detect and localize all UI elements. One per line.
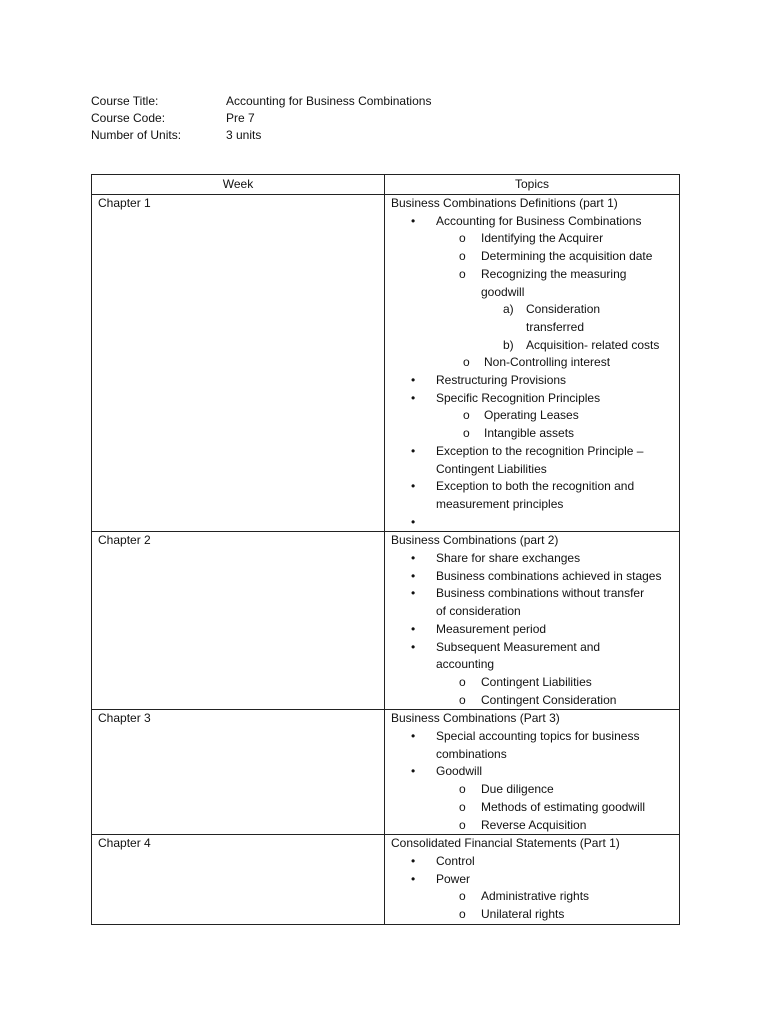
list-item-text: Business combinations achieved in stages	[436, 568, 662, 583]
bullet-icon: •	[411, 854, 416, 868]
list-item-text: Specific Recognition Principles	[436, 390, 601, 405]
list-item	[391, 585, 673, 603]
list-item	[391, 621, 673, 639]
lettered-item-continuation: transferred	[526, 319, 585, 334]
list-item-text: Accounting for Business Combinations	[436, 213, 642, 228]
course-units-value: 3 units	[226, 128, 262, 142]
syllabus-table	[91, 174, 680, 925]
list-item-text: Restructuring Provisions	[436, 373, 567, 388]
list-item	[391, 443, 673, 461]
circle-bullet-icon: o	[463, 408, 470, 423]
sub-list-item-text: Contingent Liabilities	[481, 674, 592, 689]
list-item-continuation: Contingent Liabilities	[436, 461, 547, 476]
bullet-icon: •	[411, 479, 416, 494]
bullet-icon: •	[411, 621, 416, 636]
list-item	[391, 853, 673, 871]
circle-bullet-icon: o	[459, 674, 466, 689]
sub-list-item-text: Determining the acquisition date	[481, 249, 653, 264]
table-row	[92, 195, 680, 532]
topics-cell	[385, 710, 680, 835]
sub-list-item-text: Administrative rights	[481, 889, 590, 904]
bullet-icon: •	[411, 390, 416, 405]
table-row	[92, 710, 680, 835]
bullet-icon: •	[411, 551, 416, 566]
circle-bullet-icon: o	[459, 907, 466, 922]
list-item	[391, 871, 673, 889]
topic-heading: Business Combinations Definitions (part 1)	[391, 196, 618, 210]
list-item-text: Subsequent Measurement and	[436, 639, 601, 654]
sub-list-item	[391, 425, 673, 443]
sub-list-item	[391, 354, 673, 372]
week-label: Chapter 1	[98, 196, 151, 210]
letter-marker: b)	[503, 337, 514, 352]
week-cell	[92, 532, 385, 710]
sub-list-item	[391, 230, 673, 248]
course-title-row	[91, 93, 431, 110]
week-cell	[92, 835, 385, 925]
sub-list-item	[391, 407, 673, 425]
sub-list-item-text: Intangible assets	[484, 426, 575, 441]
list-item	[391, 478, 673, 496]
list-item	[391, 763, 673, 781]
course-title-label: Course Title:	[91, 94, 159, 108]
bullet-icon: •	[411, 568, 416, 583]
bullet-icon: •	[411, 443, 416, 458]
sub-list-item-text: Contingent Consideration	[481, 692, 617, 707]
lettered-item-text: Acquisition- related costs	[526, 337, 660, 352]
list-item-text: Control	[436, 854, 475, 868]
bullet-icon: •	[411, 639, 416, 654]
sub-list-item-text: Recognizing the measuring	[481, 266, 627, 281]
week-label: Chapter 2	[98, 533, 151, 548]
course-units-row	[91, 127, 431, 144]
list-item-continuation: combinations	[436, 746, 507, 761]
circle-bullet-icon: o	[459, 817, 466, 832]
bullet-icon: •	[411, 586, 416, 601]
week-label: Chapter 4	[98, 836, 151, 851]
week-cell	[92, 710, 385, 835]
sub-list-item-continuation: goodwill	[481, 284, 525, 299]
circle-bullet-icon: o	[459, 889, 466, 904]
topic-heading: Business Combinations (Part 3)	[391, 711, 560, 726]
bullet-icon: •	[411, 764, 416, 779]
list-item-text: Share for share exchanges	[436, 551, 581, 566]
table-row	[92, 835, 680, 925]
bullet-icon: •	[411, 514, 416, 529]
topics-cell	[385, 835, 680, 925]
letter-marker: a)	[503, 302, 514, 317]
sub-list-item	[391, 781, 673, 799]
week-cell	[92, 195, 385, 532]
course-code-label: Course Code:	[91, 111, 166, 125]
sub-list-item-text: Identifying the Acquirer	[481, 231, 604, 246]
sub-list-item	[391, 674, 673, 692]
list-item	[391, 390, 673, 408]
lettered-item	[391, 301, 673, 319]
table-row	[92, 532, 680, 710]
list-item	[391, 372, 673, 390]
list-item-text: Measurement period	[436, 621, 547, 636]
list-item-text: Exception to both the recognition and	[436, 479, 635, 494]
course-code-row	[91, 110, 431, 127]
circle-bullet-icon: o	[459, 799, 466, 814]
week-label: Chapter 3	[98, 711, 151, 726]
list-item-text: Exception to the recognition Principle –	[436, 443, 644, 458]
lettered-item	[391, 337, 673, 355]
course-title-value: Accounting for Business Combinations	[226, 94, 432, 108]
sub-list-item-text: Unilateral rights	[481, 907, 565, 922]
bullet-icon: •	[411, 729, 416, 744]
bullet-icon: •	[411, 871, 416, 886]
sub-list-item-text: Reverse Acquisition	[481, 817, 587, 832]
course-code-value: Pre 7	[226, 111, 255, 125]
sub-list-item-text: Methods of estimating goodwill	[481, 799, 646, 814]
table-header-row	[92, 175, 680, 195]
list-item-continuation: measurement principles	[436, 496, 564, 511]
sub-list-item	[391, 888, 673, 906]
sub-list-item-text: Due diligence	[481, 782, 554, 797]
circle-bullet-icon: o	[463, 355, 470, 370]
sub-list-item	[391, 906, 673, 924]
course-info	[91, 93, 431, 144]
sub-list-item	[391, 692, 673, 710]
sub-list-item-text: Non-Controlling interest	[484, 355, 611, 370]
empty-list-item	[391, 514, 673, 532]
topics-cell	[385, 195, 680, 532]
sub-list-item-text: Operating Leases	[484, 408, 579, 423]
sub-list-item	[391, 799, 673, 817]
circle-bullet-icon: o	[459, 692, 466, 707]
circle-bullet-icon: o	[459, 266, 466, 281]
course-units-label: Number of Units:	[91, 128, 182, 142]
topics-column-header: Topics	[385, 175, 680, 195]
bullet-icon: •	[411, 213, 416, 228]
list-item-text: Special accounting topics for business	[436, 729, 640, 744]
sub-list-item	[391, 266, 673, 284]
topic-heading: Business Combinations (part 2)	[391, 533, 559, 548]
list-item	[391, 728, 673, 746]
list-item-continuation: accounting	[436, 657, 495, 672]
circle-bullet-icon: o	[459, 249, 466, 264]
topic-heading: Consolidated Financial Statements (Part 1)	[391, 836, 620, 851]
list-item	[391, 550, 673, 568]
list-item-text: Business combinations without transfer	[436, 586, 645, 601]
list-item-text: Power	[436, 871, 471, 886]
list-item	[391, 213, 673, 231]
list-item	[391, 639, 673, 657]
topics-cell	[385, 532, 680, 710]
sub-list-item	[391, 248, 673, 266]
circle-bullet-icon: o	[459, 782, 466, 797]
lettered-item-text: Consideration	[526, 302, 601, 317]
circle-bullet-icon: o	[463, 426, 470, 441]
sub-list-item	[391, 817, 673, 835]
list-item-continuation: of consideration	[436, 604, 521, 619]
bullet-icon: •	[411, 373, 416, 388]
circle-bullet-icon: o	[459, 231, 466, 246]
list-item-text: Goodwill	[436, 764, 483, 779]
week-column-header: Week	[92, 175, 385, 195]
list-item	[391, 568, 673, 586]
